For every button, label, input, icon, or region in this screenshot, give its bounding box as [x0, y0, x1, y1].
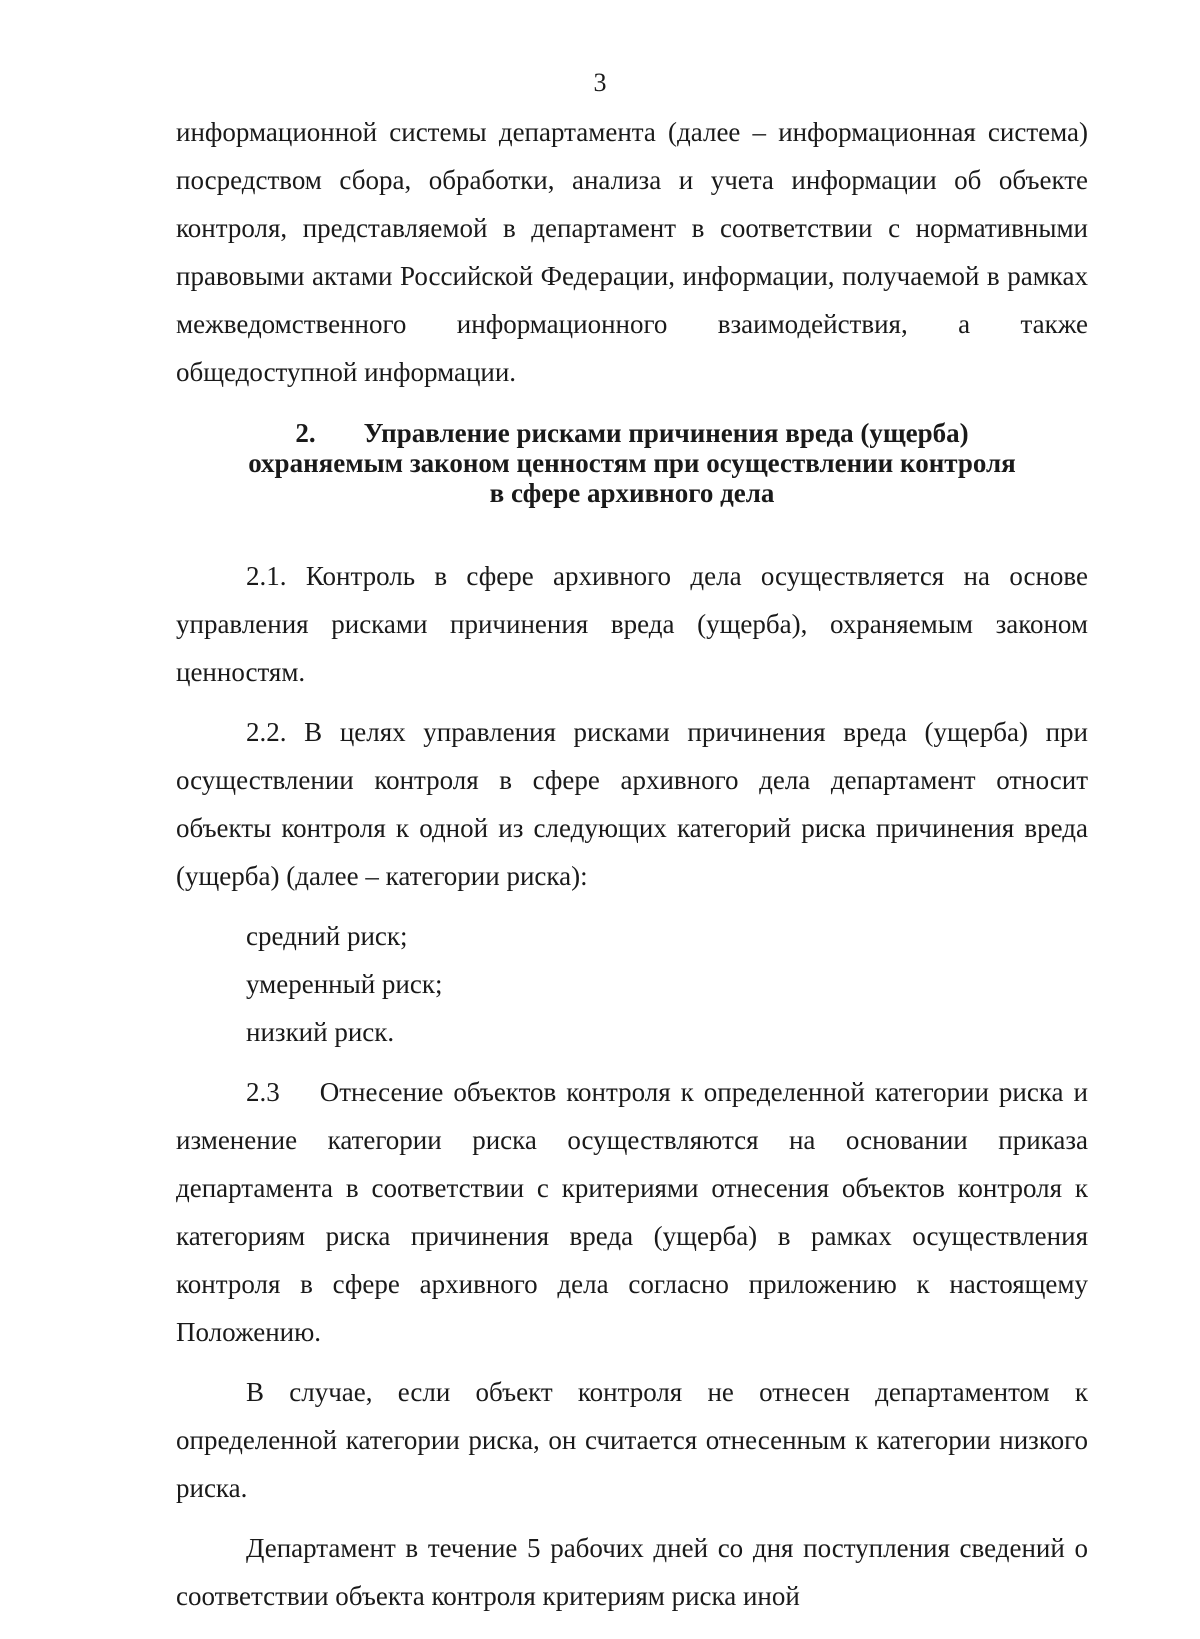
paragraph-2-2: 2.2. В целях управления рисками причинения вреда (ущерба) при осуществлении контроля в сфере архивного дела департамент относит объекты контроля к одной из следующих категорий риска причинения вреда (ущерба) (далее – категории риска): — [176, 717, 1088, 891]
paragraph-2-3-text: Отнесение объектов контроля к определенной категории риска и изменение категории риска осуществляются на основании приказа департамента в соответствии с критериями отнесения объектов контроля к категориям риска причинения вреда (ущерба) в рамках осуществления контроля в сфере архивного дела согласно приложению к настоящему Положению. — [176, 1077, 1088, 1347]
paragraph-2-3 — [176, 1068, 1088, 1356]
paragraph-case: В случае, если объект контроля не отнесен департаментом к определенной категории риска, он считается отнесенным к категории низкого риска. — [176, 1377, 1088, 1503]
heading-line-1 — [176, 418, 1088, 448]
section-body — [176, 552, 1088, 1632]
list-item-low-risk: низкий риск. — [246, 1017, 395, 1047]
page-number: 3 — [593, 68, 607, 97]
section-heading — [176, 418, 1088, 508]
intro-paragraph — [176, 108, 1088, 396]
paragraph-2-3-number: 2.3 — [246, 1077, 280, 1107]
list-item-moderate-risk: умеренный риск; — [246, 969, 443, 999]
paragraph-department: Департамент в течение 5 рабочих дней со дня поступления сведений о соответствии объекта контроля критериям риска иной — [176, 1533, 1088, 1611]
heading-line-2: охраняемым законом ценностям при осуществлении контроля — [248, 448, 1016, 478]
intro-text: информационной системы департамента (далее – информационная система) посредством сбора, обработки, анализа и учета информации об объекте контроля, представляемой в департамент в соответствии с нормативными правовыми актами Российской Федерации, информации, получаемой в рамках межведомственного информационного взаимодействия, а также общедоступной информации. — [176, 117, 1088, 387]
list-item-medium-risk: средний риск; — [246, 921, 408, 951]
paragraph-2-1: 2.1. Контроль в сфере архивного дела осуществляется на основе управления рисками причинения вреда (ущерба), охраняемым законом ценностям. — [176, 561, 1088, 687]
heading-number: 2. — [295, 418, 316, 448]
heading-line-3: в сфере архивного дела — [489, 478, 775, 508]
heading-title-1: Управление рисками причинения вреда (ущерба) — [363, 418, 969, 448]
